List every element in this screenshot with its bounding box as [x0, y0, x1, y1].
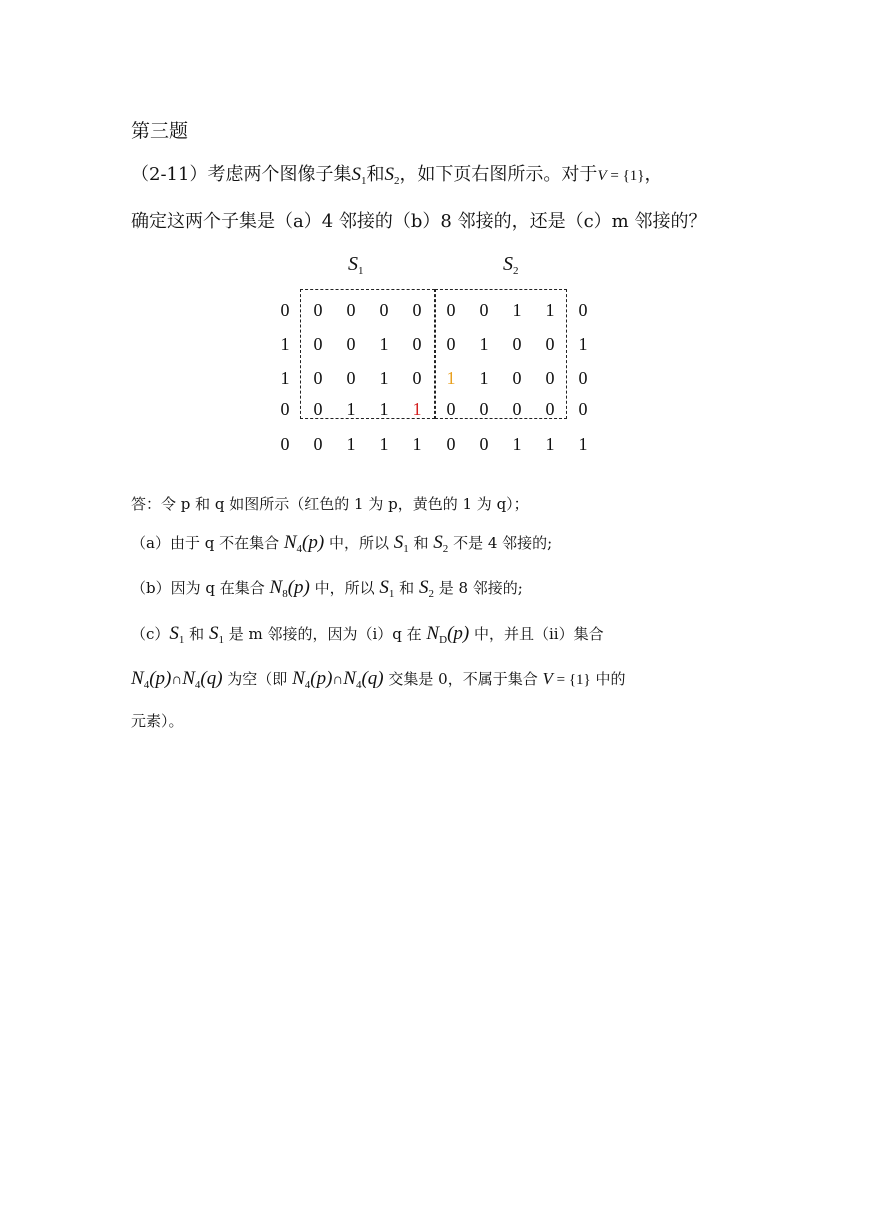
answer-c-continued: $N_4(p)\cap N_4(q)$ 为空（即 $N_4(p)\cap N_4(q)$ 交集是 0，不属于集合 V = {1} 中的	[131, 668, 626, 691]
grid-cell-q: 1	[446, 368, 456, 388]
grid-cell: 1	[545, 434, 555, 454]
grid-cell: 0	[512, 368, 522, 388]
ndp-symbol: $N_D(p)$	[426, 623, 470, 646]
grid-cell: 0	[446, 399, 456, 419]
grid-cell: 0	[280, 300, 290, 320]
grid-cell: 1	[379, 368, 389, 388]
figure-label-s1: $S_1$	[348, 253, 364, 277]
n8p-symbol: $N_8(p)$	[269, 577, 310, 600]
grid-cell: 0	[346, 368, 356, 388]
grid-cell: 0	[479, 434, 489, 454]
grid-cell: 0	[412, 300, 422, 320]
grid-cell: 0	[512, 334, 522, 354]
question-line-1: （2-11）考虑两个图像子集$S_1$和$S_2$，如下页右图所示。对于V = {1}，	[131, 164, 663, 187]
grid-cell: 1	[280, 368, 290, 388]
grid-cell: 1	[479, 334, 489, 354]
grid-cell: 0	[446, 334, 456, 354]
s2-symbol: $S_2$	[384, 164, 400, 187]
grid-cell: 1	[379, 334, 389, 354]
grid-cell: 1	[512, 434, 522, 454]
figure-label-s2: $S_2$	[503, 253, 519, 277]
grid-cell: 0	[379, 300, 389, 320]
grid-cell: 1	[479, 368, 489, 388]
s1-symbol: $S_1$	[351, 164, 367, 187]
grid-cell: 0	[346, 334, 356, 354]
grid-cell: 1	[379, 434, 389, 454]
grid-cell: 0	[545, 399, 555, 419]
answer-c: $(c)S_1$ 和 $S_1$ 是 m 邻接的，因为（i）q 在 $N_D(p)$ 中，并且（ii）集合	[131, 623, 604, 646]
grid-cell: 0	[578, 300, 588, 320]
grid-cell: 0	[313, 368, 323, 388]
grid-cell: 0	[313, 334, 323, 354]
grid-cell: 0	[280, 399, 290, 419]
question-line-2: 确定这两个子集是（a）4 邻接的（b）8 邻接的，还是（c）m 邻接的？	[131, 211, 707, 232]
grid-cell: 1	[578, 334, 588, 354]
answer-end: 元素）。	[131, 712, 184, 730]
grid-cell: 0	[313, 399, 323, 419]
grid-cell: 0	[578, 368, 588, 388]
grid-cell: 0	[578, 399, 588, 419]
grid-cell: 0	[479, 300, 489, 320]
problem-title: 第三题	[131, 120, 189, 142]
grid-cell: 1	[412, 434, 422, 454]
grid-cell: 0	[545, 334, 555, 354]
grid-cell: 0	[446, 300, 456, 320]
grid-cell: 0	[479, 399, 489, 419]
answer-intro: 答：令 p 和 q 如图所示（红色的 1 为 p，黄色的 1 为 q）；	[131, 495, 529, 513]
grid-cell: 0	[280, 434, 290, 454]
grid-cell: 1	[346, 399, 356, 419]
grid-cell: 0	[512, 399, 522, 419]
grid-cell-p: 1	[412, 399, 422, 419]
grid-cell: 1	[545, 300, 555, 320]
grid-cell: 0	[313, 300, 323, 320]
grid-cell: 0	[412, 334, 422, 354]
grid-cell: 1	[280, 334, 290, 354]
grid-cell: 1	[379, 399, 389, 419]
grid-cell: 0	[313, 434, 323, 454]
grid-cell: 1	[578, 434, 588, 454]
grid-cell: 1	[346, 434, 356, 454]
grid-cell: 0	[412, 368, 422, 388]
grid-cell: 1	[512, 300, 522, 320]
answer-b: （b）因为 q 在集合 $N_8(p)$ 中，所以 $S_1$ 和 $S_2$ 是 8 邻接的;	[131, 577, 523, 600]
grid-cell: 0	[446, 434, 456, 454]
n4p-symbol: $N_4(p)$	[283, 532, 325, 555]
grid-cell: 0	[545, 368, 555, 388]
answer-a: （a）由于 q 不在集合 $N_4(p)$ 中，所以 $S_1$ 和 $S_2$ 不是 4 邻接的;	[131, 532, 553, 555]
grid-cell: 0	[346, 300, 356, 320]
